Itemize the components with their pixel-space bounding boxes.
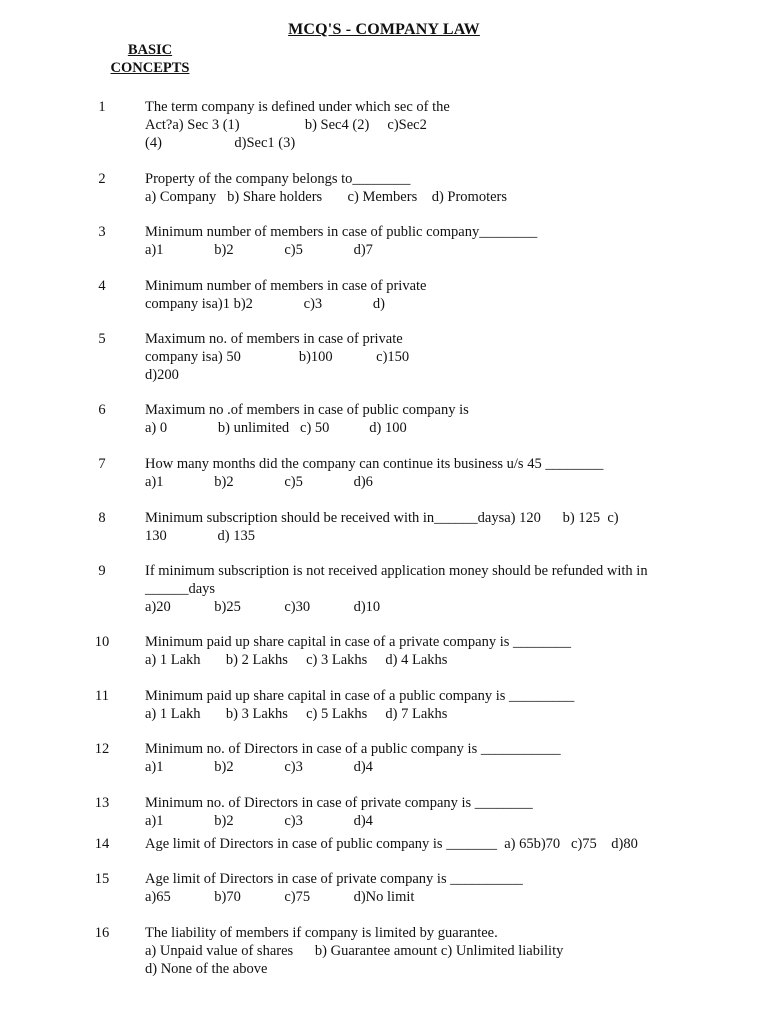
question-options-line: a)1 b)2 c)3 d)4 (145, 813, 373, 829)
question-number: 10 (94, 634, 110, 650)
question-text: Minimum subscription should be received with in______daysa) 120 b) 125 c) (145, 510, 619, 526)
question-number: 1 (98, 99, 106, 115)
question-number: 12 (94, 741, 110, 757)
question-body (145, 835, 705, 853)
question-options-line: a) Unpaid value of shares b) Guarantee amount c) Unlimited liability (145, 943, 564, 959)
question-options-line: a)65 b)70 c)75 d)No limit (145, 889, 415, 905)
question-body (145, 924, 705, 978)
question-number: 5 (98, 331, 106, 347)
question-text: Property of the company belongs to________ (145, 171, 411, 187)
question-text: Minimum number of members in case of private (145, 278, 427, 294)
question-number: 4 (98, 278, 106, 294)
question-options-line: a) 0 b) unlimited c) 50 d) 100 (145, 420, 407, 436)
question-body (145, 633, 705, 669)
question-text: Minimum paid up share capital in case of a private company is ________ (145, 634, 572, 650)
section-heading-line-2: CONCEPTS (110, 60, 190, 76)
question-body (145, 509, 705, 545)
question-body (145, 98, 705, 152)
question-body (145, 687, 705, 723)
question-text: How many months did the company can continue its business u/s 45 ________ (145, 456, 604, 472)
question-options-line: a)1 b)2 c)5 d)6 (145, 474, 373, 490)
question-text: Minimum no. of Directors in case of a public company is ___________ (145, 741, 561, 757)
question-options-line: company isa)1 b)2 c)3 d) (145, 296, 386, 312)
question-number: 3 (98, 224, 106, 240)
question-options-line: Act?a) Sec 3 (1) b) Sec4 (2) c)Sec2 (145, 117, 427, 133)
question-options-line: (4) d)Sec1 (3) (145, 135, 296, 151)
question-text: Maximum no .of members in case of public company is (145, 402, 469, 418)
question-options-line: a) Company b) Share holders c) Members d) Promoters (145, 189, 508, 205)
question-body (145, 562, 705, 616)
question-body (145, 223, 705, 259)
question-body (145, 455, 705, 491)
page-title: MCQ'S - COMPANY LAW (288, 21, 480, 38)
question-text: Age limit of Directors in case of public company is _______ a) 65b)70 c)75 d)80 (145, 836, 638, 852)
question-text: Age limit of Directors in case of private company is __________ (145, 871, 523, 887)
question-body (145, 330, 705, 384)
question-body (145, 740, 705, 776)
question-number: 6 (98, 402, 106, 418)
question-text: Minimum no. of Directors in case of private company is ________ (145, 795, 533, 811)
question-number: 14 (94, 836, 110, 852)
question-options-line: a)1 b)2 c)3 d)4 (145, 759, 373, 775)
question-number: 11 (95, 688, 109, 704)
question-body (145, 870, 705, 906)
question-options-line: company isa) 50 b)100 c)150 (145, 349, 410, 365)
question-number: 13 (94, 795, 110, 811)
question-number: 7 (98, 456, 106, 472)
question-number: 2 (98, 171, 106, 187)
question-options-line: a)1 b)2 c)5 d)7 (145, 242, 373, 258)
question-options-line: a)20 b)25 c)30 d)10 (145, 599, 381, 615)
question-number: 15 (94, 871, 110, 887)
question-number: 9 (98, 563, 106, 579)
question-text: Minimum number of members in case of public company________ (145, 224, 538, 240)
question-text: Maximum no. of members in case of private (145, 331, 403, 347)
question-options-line: d)200 (145, 367, 179, 383)
question-options-line: 130 d) 135 (145, 528, 255, 544)
section-heading-line-1: BASIC (127, 42, 173, 58)
question-text: The liability of members if company is limited by guarantee. (145, 925, 498, 941)
section-heading (100, 41, 200, 77)
question-body (145, 794, 705, 830)
question-text: If minimum subscription is not received application money should be refunded with in (145, 563, 648, 579)
question-options-line: a) 1 Lakh b) 3 Lakhs c) 5 Lakhs d) 7 Lakhs (145, 706, 448, 722)
question-options-line: a) 1 Lakh b) 2 Lakhs c) 3 Lakhs d) 4 Lakhs (145, 652, 448, 668)
question-number: 16 (94, 925, 110, 941)
question-body (145, 277, 705, 313)
question-options-line: d) None of the above (145, 961, 268, 977)
question-body (145, 401, 705, 437)
question-number: 8 (98, 510, 106, 526)
question-body (145, 170, 705, 206)
question-text: Minimum paid up share capital in case of a public company is _________ (145, 688, 575, 704)
question-text: The term company is defined under which sec of the (145, 99, 450, 115)
question-options-line: ______days (145, 581, 216, 597)
